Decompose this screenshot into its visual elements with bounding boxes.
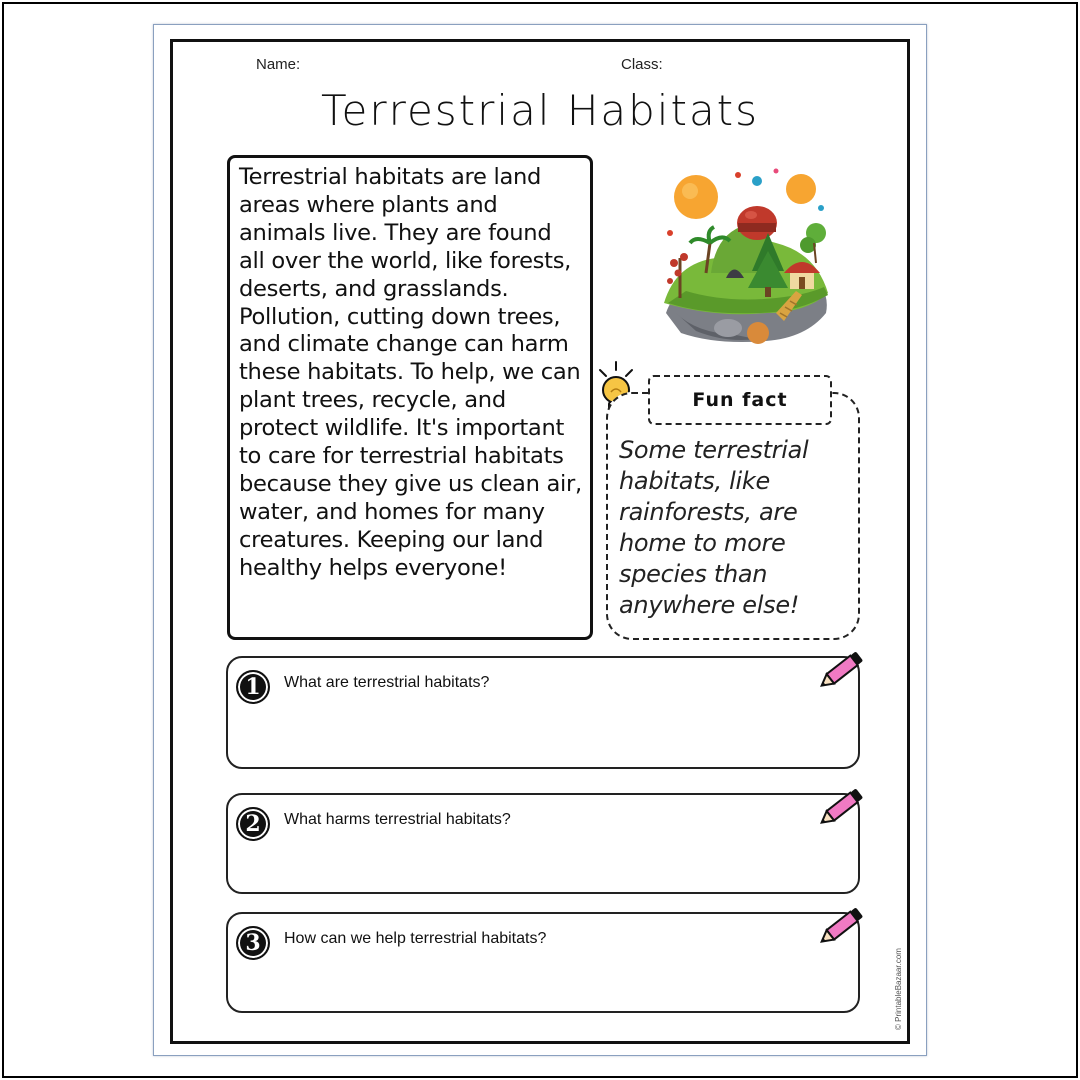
fun-fact-text: Some terrestrial habitats, like rainforests, are home to more species than anywhere else! [619, 436, 809, 619]
name-label: Name: [256, 56, 301, 73]
question-number-badge: 1 [236, 670, 270, 704]
question-number-badge: 2 [236, 807, 270, 841]
question-box-2[interactable] [226, 793, 860, 894]
question-text: What are terrestrial habitats? [284, 674, 490, 691]
question-box-1[interactable] [226, 656, 860, 769]
fun-fact-label: Fun fact [648, 375, 832, 425]
question-text: How can we help terrestrial habitats? [284, 930, 547, 947]
pencil-icon [814, 904, 870, 950]
question-box-3[interactable] [226, 912, 860, 1013]
question-text: What harms terrestrial habitats? [284, 811, 511, 828]
copyright-watermark: © PrintableBazaar.com [894, 948, 903, 1030]
question-number-badge: 3 [236, 926, 270, 960]
floating-island-illustration [656, 163, 834, 353]
page-title: Terrestrial Habitats [320, 86, 760, 135]
class-label: Class: [621, 56, 663, 73]
reading-passage-box [227, 155, 593, 640]
pencil-icon [814, 785, 870, 831]
reading-passage-text: Terrestrial habitats are land areas where plants and animals live. They are found all over the world, like forests, deserts, and grasslands. Pollution, cutting down trees, and climate change can harm these habitats. To help, we can plant trees, recycle, and protect wildlife. It's important to care for terrestrial habitats because they give us clean air, water, and homes for many creatures. Keeping our land healthy helps everyone! [239, 164, 582, 581]
pencil-icon [814, 648, 870, 694]
